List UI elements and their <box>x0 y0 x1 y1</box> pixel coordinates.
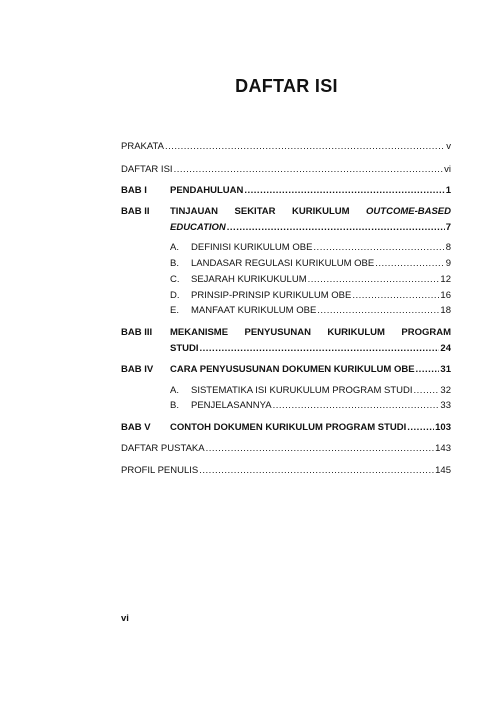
chapter-title: CONTOH DOKUMEN KURIKULUM PROGRAM STUDI <box>170 422 407 433</box>
leader-dots <box>375 258 445 269</box>
chapter-page: 24 <box>440 343 451 354</box>
chapter-title-line <box>170 185 451 196</box>
subsection-page: 9 <box>445 258 451 269</box>
toc-entry-page: 143 <box>435 443 451 454</box>
chapter-number: BAB V <box>121 422 151 433</box>
subsection-label: PRINSIP-PRINSIP KURIKULUM OBE <box>191 290 352 301</box>
chapter-page: 1 <box>445 185 451 196</box>
toc-entry-label: PROFIL PENULIS <box>121 465 199 476</box>
toc-entry-daftar-pustaka[interactable] <box>121 443 451 454</box>
subsection-label: MANFAAT KURIKULUM OBE <box>191 305 317 316</box>
chapter-title-italic: OUTCOME-BASED <box>366 206 452 217</box>
chapter-number: BAB I <box>121 185 147 196</box>
leader-dots <box>174 164 444 175</box>
subsection-label: LANDASAR REGULASI KURIKULUM OBE <box>191 258 375 269</box>
subsection-letter: D. <box>170 290 180 301</box>
chapter-title: CARA PENYUSUSUNAN DOKUMEN KURIKULUM OBE <box>170 364 415 375</box>
toc-subsection[interactable] <box>170 290 451 301</box>
chapter-title-first-line <box>170 327 451 338</box>
leader-dots <box>414 385 440 396</box>
toc-subsection[interactable] <box>170 400 451 411</box>
toc-subsection[interactable] <box>170 242 451 253</box>
chapter-page: 7 <box>445 222 451 233</box>
toc-entry-label: DAFTAR ISI <box>121 164 173 175</box>
toc-subsection[interactable] <box>170 305 451 316</box>
leader-dots <box>206 443 435 454</box>
leader-dots <box>317 305 439 316</box>
page-title: DAFTAR ISI <box>235 76 338 96</box>
subsection-letter: A. <box>170 385 179 396</box>
page-number: vi <box>121 613 129 624</box>
subsection-letter: C. <box>170 274 180 285</box>
toc-subsection[interactable] <box>170 274 451 285</box>
leader-dots <box>200 343 440 354</box>
leader-dots <box>227 222 445 233</box>
subsection-page: 18 <box>440 305 451 316</box>
chapter-title-second-line <box>170 222 451 233</box>
subsection-letter: A. <box>170 242 179 253</box>
subsection-label: DEFINISI KURIKULUM OBE <box>191 242 313 253</box>
subsection-page: 8 <box>445 242 451 253</box>
leader-dots <box>407 422 434 433</box>
toc-entry-profil-penulis[interactable] <box>121 465 451 476</box>
chapter-title-italic-cont: EDUCATION <box>170 222 226 233</box>
chapter-number: BAB IV <box>121 364 154 375</box>
chapter-page: 103 <box>435 422 451 433</box>
leader-dots <box>416 364 440 375</box>
toc-entry-page: 145 <box>435 465 451 476</box>
leader-dots <box>313 242 444 253</box>
subsection-page: 16 <box>440 290 451 301</box>
subsection-letter: E. <box>170 305 179 316</box>
chapter-title-second-line <box>170 343 451 354</box>
chapter-page: 31 <box>440 364 451 375</box>
subsection-label: PENJELASANNYA <box>191 400 272 411</box>
chapter-title-cont: STUDI <box>170 343 199 354</box>
toc-entry-page: vi <box>444 164 451 175</box>
toc-subsection[interactable] <box>170 258 451 269</box>
leader-dots <box>352 290 439 301</box>
chapter-title-line <box>170 422 451 433</box>
chapter-title: MEKANISME PENYUSUNAN KURIKULUM PROGRAM <box>170 327 451 338</box>
chapter-title-first-line <box>170 206 451 217</box>
leader-dots <box>308 274 440 285</box>
leader-dots <box>273 400 440 411</box>
toc-entry-label: DAFTAR PUSTAKA <box>121 443 205 454</box>
toc-entry-label: PRAKATA <box>121 141 164 152</box>
toc-entry-page: v <box>446 141 451 152</box>
subsection-page: 33 <box>440 400 451 411</box>
toc-entry-daftar-isi[interactable] <box>121 164 451 175</box>
toc-subsection[interactable] <box>170 385 451 396</box>
leader-dots <box>244 185 444 196</box>
subsection-page: 12 <box>440 274 451 285</box>
subsection-letter: B. <box>170 400 179 411</box>
subsection-label: SEJARAH KURIKUKULUM <box>191 274 307 285</box>
chapter-number: BAB III <box>121 327 153 338</box>
toc-entry-prakata[interactable] <box>121 141 451 152</box>
subsection-letter: B. <box>170 258 179 269</box>
leader-dots <box>199 465 434 476</box>
leader-dots <box>165 141 445 152</box>
subsection-label: SISTEMATIKA ISI KURUKULUM PROGRAM STUDI <box>191 385 413 396</box>
subsection-page: 32 <box>440 385 451 396</box>
chapter-number: BAB II <box>121 206 150 217</box>
chapter-title-line <box>170 364 451 375</box>
chapter-title: TINJAUAN SEKITAR KURIKULUM <box>170 206 350 217</box>
chapter-title: PENDAHULUAN <box>170 185 244 196</box>
